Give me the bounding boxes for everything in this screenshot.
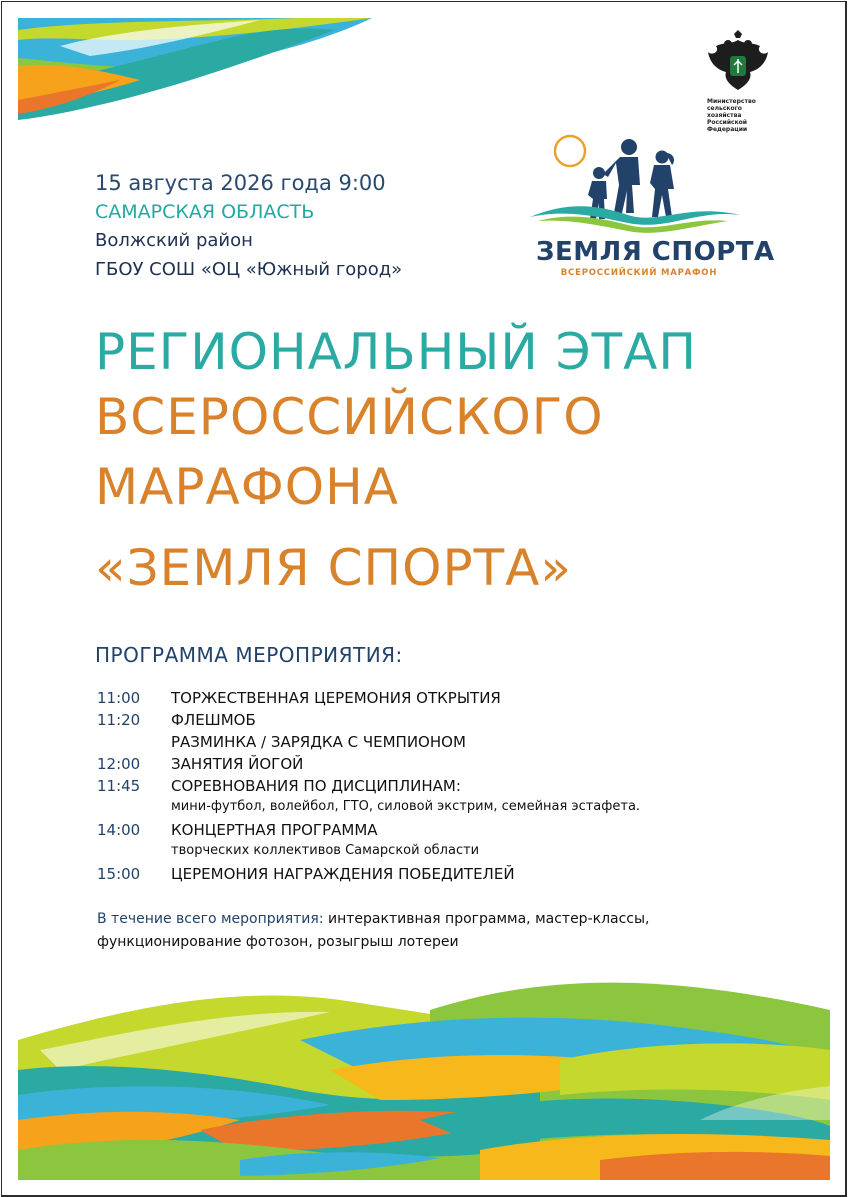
schedule-row	[97, 777, 747, 799]
schedule-activity: ЗАНЯТИЯ ЙОГОЙ	[171, 755, 304, 773]
headline-line-4: «ЗЕМЛЯ СПОРТА»	[95, 539, 572, 597]
double-headed-eagle-emblem-icon	[698, 30, 778, 96]
ministry-name: Министерство сельского хозяйства Российской Федерации	[707, 98, 756, 133]
schedule-activity: РАЗМИНКА / ЗАРЯДКА С ЧЕМПИОНОМ	[171, 733, 466, 751]
running-family-icon	[528, 133, 742, 237]
schedule-time: 15:00	[97, 865, 141, 883]
schedule-row	[97, 865, 747, 887]
schedule-time: 11:20	[97, 711, 141, 729]
headline-line-2: ВСЕРОССИЙСКОГО	[95, 388, 604, 446]
schedule-row	[97, 711, 747, 733]
schedule-activity-detail: мини-футбол, волейбол, ГТО, силовой экстрим, семейная эстафета.	[171, 799, 641, 814]
schedule-time: 14:00	[97, 821, 141, 839]
event-district: Волжский район	[95, 230, 253, 251]
logo-title: ЗЕМЛЯ СПОРТА	[536, 237, 775, 267]
schedule-row	[97, 843, 747, 865]
headline-line-3: МАРАФОНА	[95, 458, 399, 516]
event-region: САМАРСКАЯ ОБЛАСТЬ	[95, 201, 315, 223]
footnote-highlight: В течение всего мероприятия:	[97, 911, 324, 927]
schedule-activity: ФЛЕШМОБ	[171, 711, 256, 729]
event-date: 15 августа 2026 года 9:00	[95, 171, 386, 195]
schedule-row	[97, 821, 747, 843]
schedule-time: 11:45	[97, 777, 141, 795]
schedule-time: 12:00	[97, 755, 141, 773]
zemlya-sporta-logo	[528, 133, 775, 283]
schedule-time: 11:00	[97, 689, 141, 707]
footnote	[97, 908, 737, 954]
event-info	[95, 168, 402, 284]
headline-line-1: РЕГИОНАЛЬНЫЙ ЭТАП	[95, 323, 697, 381]
event-venue: ГБОУ СОШ «ОЦ «Южный город»	[95, 259, 403, 280]
footnote-text: интерактивная программа, мастер-классы, функционирование фотозон, розыгрыш лотереи	[97, 911, 650, 950]
schedule-activity: КОНЦЕРТНАЯ ПРОГРАММА	[171, 821, 378, 839]
schedule-row	[97, 799, 747, 821]
schedule-row	[97, 733, 747, 755]
program-schedule	[97, 689, 747, 887]
program-title: ПРОГРАММА МЕРОПРИЯТИЯ:	[95, 643, 403, 667]
schedule-activity: СОРЕВНОВАНИЯ ПО ДИСЦИПЛИНАМ:	[171, 777, 461, 795]
schedule-row	[97, 755, 747, 777]
schedule-activity: ТОРЖЕСТВЕННАЯ ЦЕРЕМОНИЯ ОТКРЫТИЯ	[171, 689, 501, 707]
schedule-activity: ЦЕРЕМОНИЯ НАГРАЖДЕНИЯ ПОБЕДИТЕЛЕЙ	[171, 865, 515, 883]
logo-subtitle: ВСЕРОССИЙСКИЙ МАРАФОН	[560, 268, 718, 278]
schedule-row	[97, 689, 747, 711]
schedule-activity-detail: творческих коллективов Самарской области	[171, 843, 480, 858]
